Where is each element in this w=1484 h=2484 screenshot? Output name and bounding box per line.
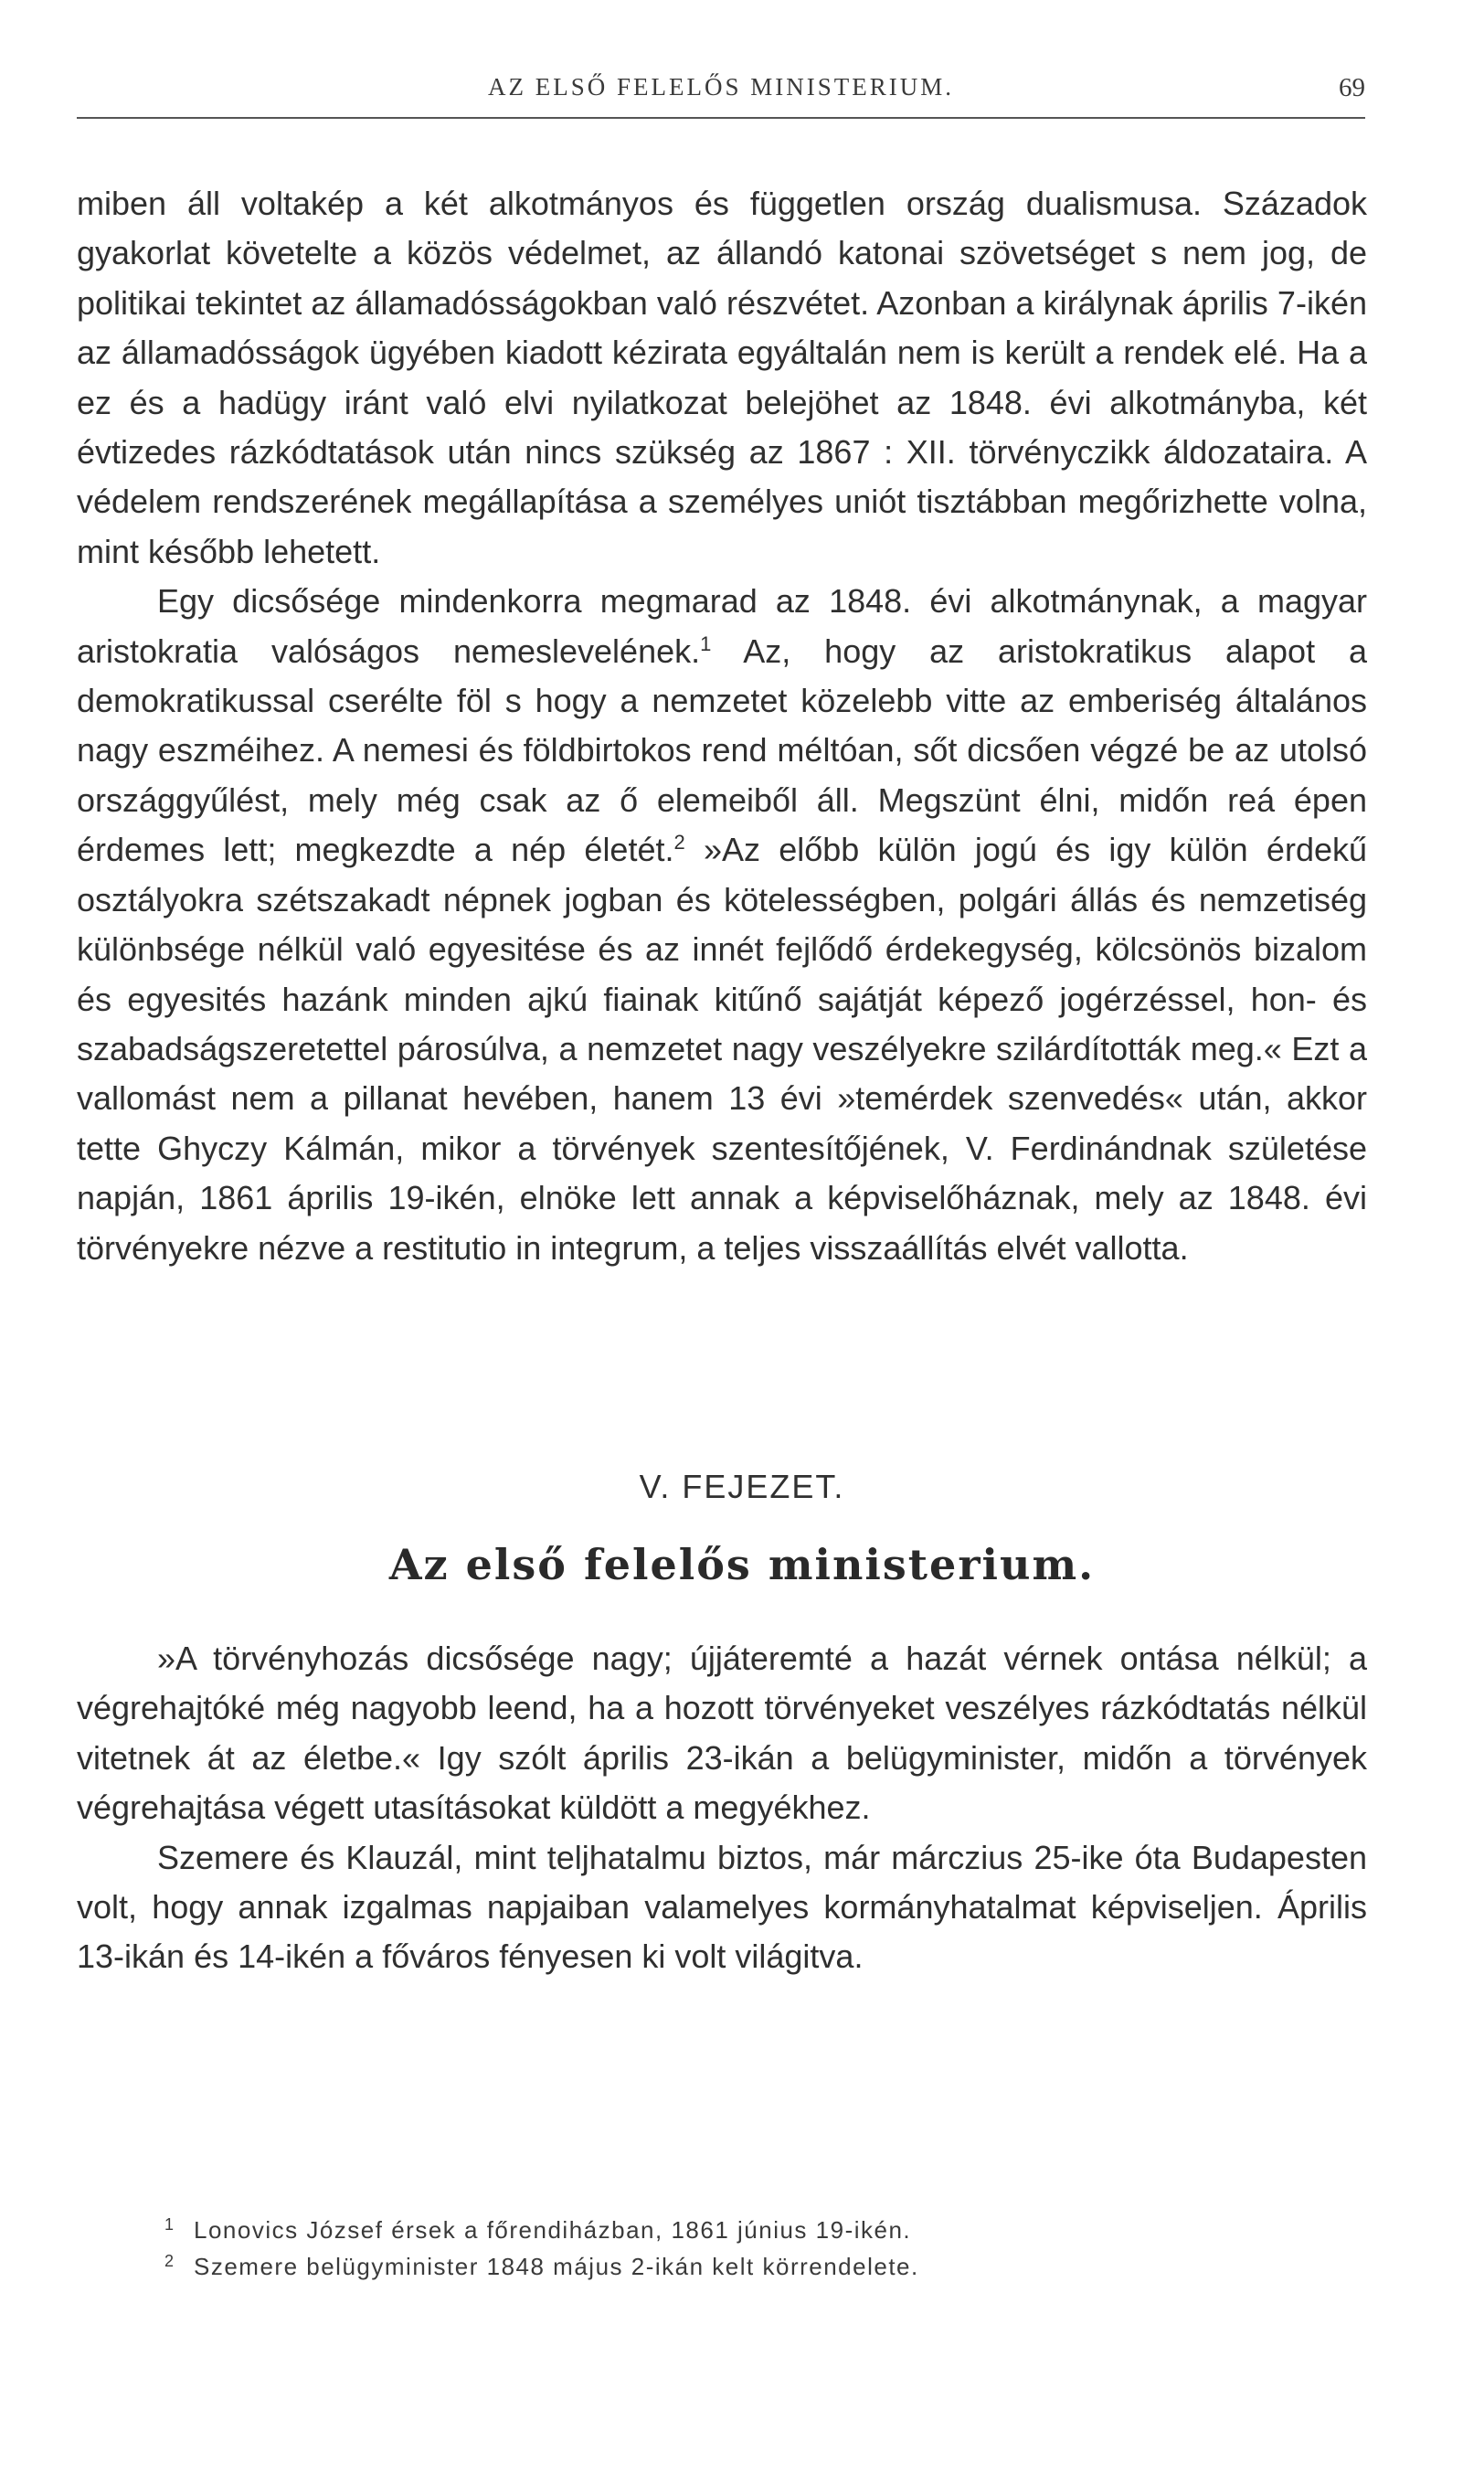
footnote-ref: 2 — [673, 831, 685, 855]
running-header — [77, 73, 1365, 119]
paragraph: Szemere és Klauzál, mint teljhatalmu biztos, már márczius 25-ike óta Budapesten volt, hogy annak izgalmas napjaiban valamelyes kormányhatalmat képviseljen. Április 13-ikán és 14-ikén a főváros fényesen ki volt világitva. — [77, 1838, 1367, 1976]
paragraph-text: Az, hogy az aristokratikus alapot a demokratikussal cserélte föl s hogy a nemzetet közelebb vitte az emberiség általános nagy eszméihez. A nemesi és földbirtokos rend méltóan, sőt dicsően végzé be az utolsó országgyűlést, mely még csak az ő elemeiből áll. Megszünt élni, midőn reá épen érdemes lett; megkezdte a nép életét. — [77, 632, 1367, 869]
paragraph: »A törvényhozás dicsősége nagy; újjáteremté a hazát vérnek ontása nélkül; a végrehajtóké még nagyobb leend, ha a hozott törvényeket veszélyes rázkódtatás nélkül vitetnek át az életbe.« Igy szólt április 23-ikán a belügyminister, midőn a törvények végrehajtása végett utasításokat küldött a megyékhez. — [77, 1640, 1367, 1827]
running-title: AZ ELSŐ FELELŐS MINISTERIUM. — [488, 73, 954, 101]
footnote-ref: 1 — [700, 632, 712, 655]
chapter-title: Az első felelős ministerium. — [388, 1540, 1096, 1589]
footnotes — [77, 2212, 1367, 2285]
page-number: 69 — [1339, 73, 1365, 102]
footnote — [77, 2248, 1367, 2285]
paragraph-text: miben áll voltakép a két alkotmányos és független ország dualismusa. Századok gyakorlat követelte a közös védelmet, az állandó katonai szövetséget s nem jog, de politikai tekintet az államadósságokban való részvétet. Azonban a királynak április 7-ikén az államadósságok ügyében kiadott kézirata egyáltalán nem is került a rendek elé. Ha a ez és a hadügy iránt való elvi nyilatkozat belejöhet az 1848. évi alkotmányba, két évtizedes rázkódtatások után nincs szükség az 1867 : XII. törvényczikk áldozataira. A védelem rendszerének megállapítása a személyes uniót tisztábban megőrizhette volna, mint később lehetett. — [77, 185, 1367, 570]
footnote-text: Szemere belügyminister 1848 május 2-ikán kelt körrendelete. — [194, 2253, 919, 2280]
chapter-number: V. FEJEZET. — [639, 1468, 845, 1505]
main-text — [77, 179, 1367, 1273]
footnote-mark: 1 — [164, 2215, 175, 2234]
footnote — [77, 2212, 1367, 2248]
paragraph-text: Egy dicsősége mindenkorra megmarad az 1848. évi alkotmánynak, a magyar aristokratia valóságos nemeslevelének. — [77, 582, 1367, 670]
paragraph — [77, 179, 1367, 577]
paragraph — [77, 577, 1367, 1273]
footnote-text: Lonovics József érsek a főrendiházban, 1861 június 19-ikén. — [194, 2216, 912, 2244]
footnote-mark: 2 — [164, 2252, 175, 2270]
paragraph-text: »Az előbb külön jogú és igy külön érdekű osztályokra szétszakadt népnek jogban és kötelességben, polgári állás és nemzetiség különbsége nélkül való egyesitése és az innét fejlődő érdekegység, kölcsönös bizalom és egyesités hazánk minden ajkú fiainak kitűnő sajátját képező jogérzéssel, hon- és szabadságszeretettel párosúlva, a nemzetet nagy veszélyekre szilárdították meg.« Ezt a vallomást nem a pillanat hevében, hanem 13 évi »temérdek szenvedés« után, akkor tette Ghyczy Kálmán, mikor a törvények szentesítőjének, V. Ferdinándnak születése napján, 1861 április 19-ikén, elnöke lett annak a képviselőháznak, mely az 1848. évi törvényekre nézve a restitutio in integrum, a teljes visszaállítás elvét vallotta. — [77, 831, 1368, 1267]
chapter-text — [77, 1634, 1367, 1982]
